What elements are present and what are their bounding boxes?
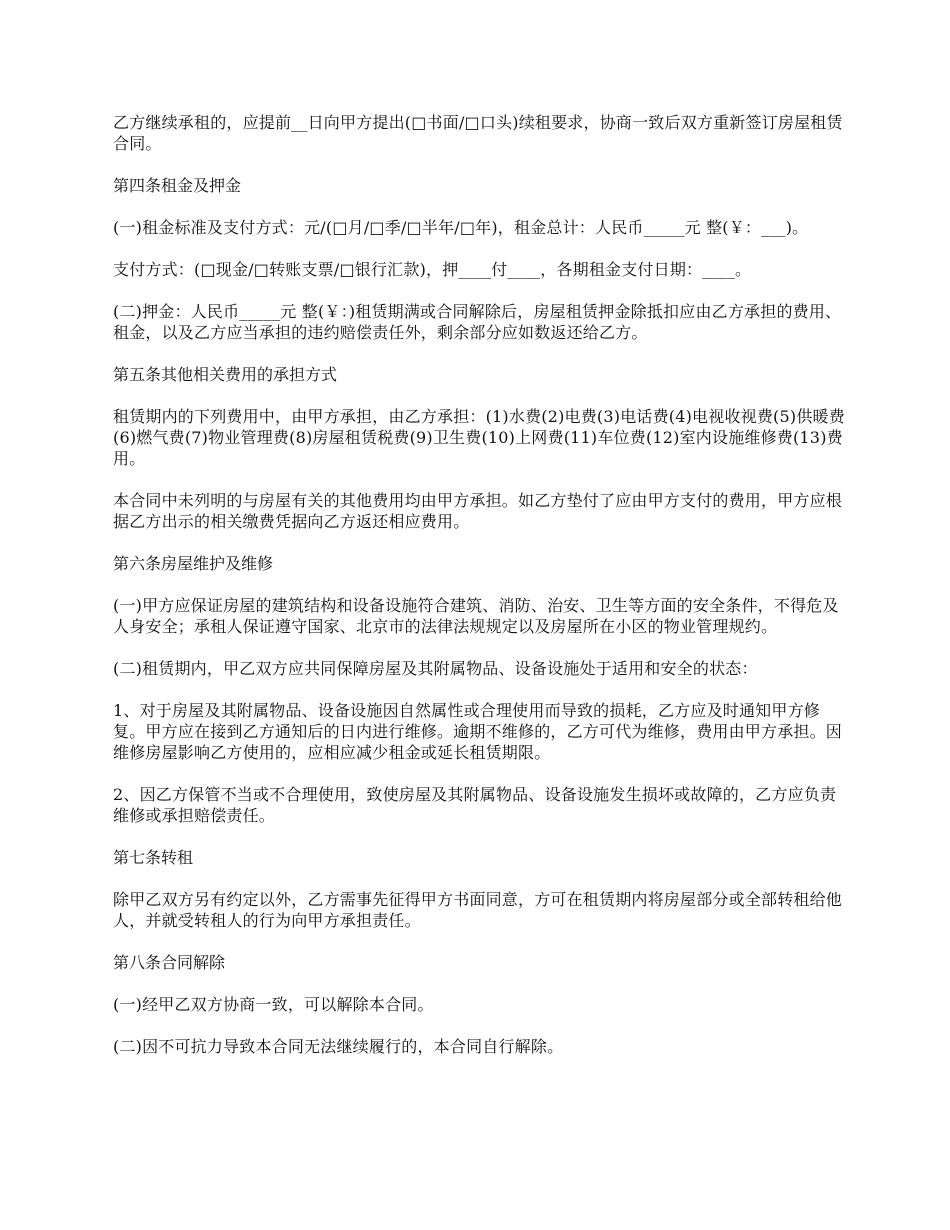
paragraph-deposit: (二)押金：人民币_____元 整(￥：)租赁期满或合同解除后，房屋租赁押金除抵扣应由乙方承担的费用、租金，以及乙方应当承担的违约赔偿责任外，剩余部分应如数返还给乙方。 bbox=[113, 302, 842, 342]
paragraph-repair-2: 2、因乙方保管不当或不合理使用，致使房屋及其附属物品、设备设施发生损坏或故障的，乙方应负责维修或承担赔偿责任。 bbox=[113, 785, 837, 825]
section-heading-4: 第四条租金及押金 bbox=[113, 176, 242, 195]
paragraph-sublease: 除甲乙双方另有约定以外，乙方需事先征得甲方书面同意，方可在租赁期内将房屋部分或全部转租给他人，并就受转租人的行为向甲方承担责任。 bbox=[113, 890, 843, 930]
paragraph-rent-standard: (一)租金标准及支付方式：元/(□月/□季/□半年/□年)，租金总计：人民币_____元 整(￥：___)。 bbox=[113, 218, 809, 237]
paragraph-payment-method: 支付方式：(□现金/□转账支票/□银行汇款)，押____付____，各期租金支付日期：____。 bbox=[113, 260, 752, 279]
section-heading-5: 第五条其他相关费用的承担方式 bbox=[113, 365, 338, 384]
paragraph-maintenance-duty: (二)租赁期内，甲乙双方应共同保障房屋及其附属物品、设备设施处于适用和安全的状态： bbox=[113, 659, 758, 678]
paragraph-repair-1: 1、对于房屋及其附属物品、设备设施因自然属性或合理使用而导致的损耗，乙方应及时通知甲方修复。甲方应在接到乙方通知后的日内进行维修。逾期不维修的，乙方可代为维修，费用由甲方承担。因维修房屋影响乙方使用的，应相应减少租金或延长租赁期限。 bbox=[113, 701, 843, 762]
paragraph-termination-2: (二)因不可抗力导致本合同无法继续履行的，本合同自行解除。 bbox=[113, 1037, 564, 1056]
document-page bbox=[113, 112, 848, 1078]
section-heading-8: 第八条合同解除 bbox=[113, 953, 226, 972]
section-heading-7: 第七条转租 bbox=[113, 848, 194, 867]
paragraph-termination-1: (一)经甲乙双方协商一致，可以解除本合同。 bbox=[113, 995, 434, 1014]
paragraph-other-fees: 本合同中未列明的与房屋有关的其他费用均由甲方承担。如乙方垫付了应由甲方支付的费用，甲方应根据乙方出示的相关缴费凭据向乙方返还相应费用。 bbox=[113, 491, 843, 531]
paragraph-renewal: 乙方继续承租的，应提前__日向甲方提出(□书面/□口头)续租要求，协商一致后双方重新签订房屋租赁合同。 bbox=[113, 113, 843, 153]
section-heading-6: 第六条房屋维护及维修 bbox=[113, 554, 274, 573]
paragraph-safety: (一)甲方应保证房屋的建筑结构和设备设施符合建筑、消防、治安、卫生等方面的安全条件，不得危及人身安全；承租人保证遵守国家、北京市的法律法规规定以及房屋所在小区的物业管理规约。 bbox=[113, 596, 839, 636]
paragraph-fees-list: 租赁期内的下列费用中，由甲方承担，由乙方承担：(1)水费(2)电费(3)电话费(4)电视收视费(5)供暖费(6)燃气费(7)物业管理费(8)房屋租赁税费(9)卫生费(10)上网费(11)车位费(12)室内设施维修费(13)费用。 bbox=[113, 407, 845, 468]
